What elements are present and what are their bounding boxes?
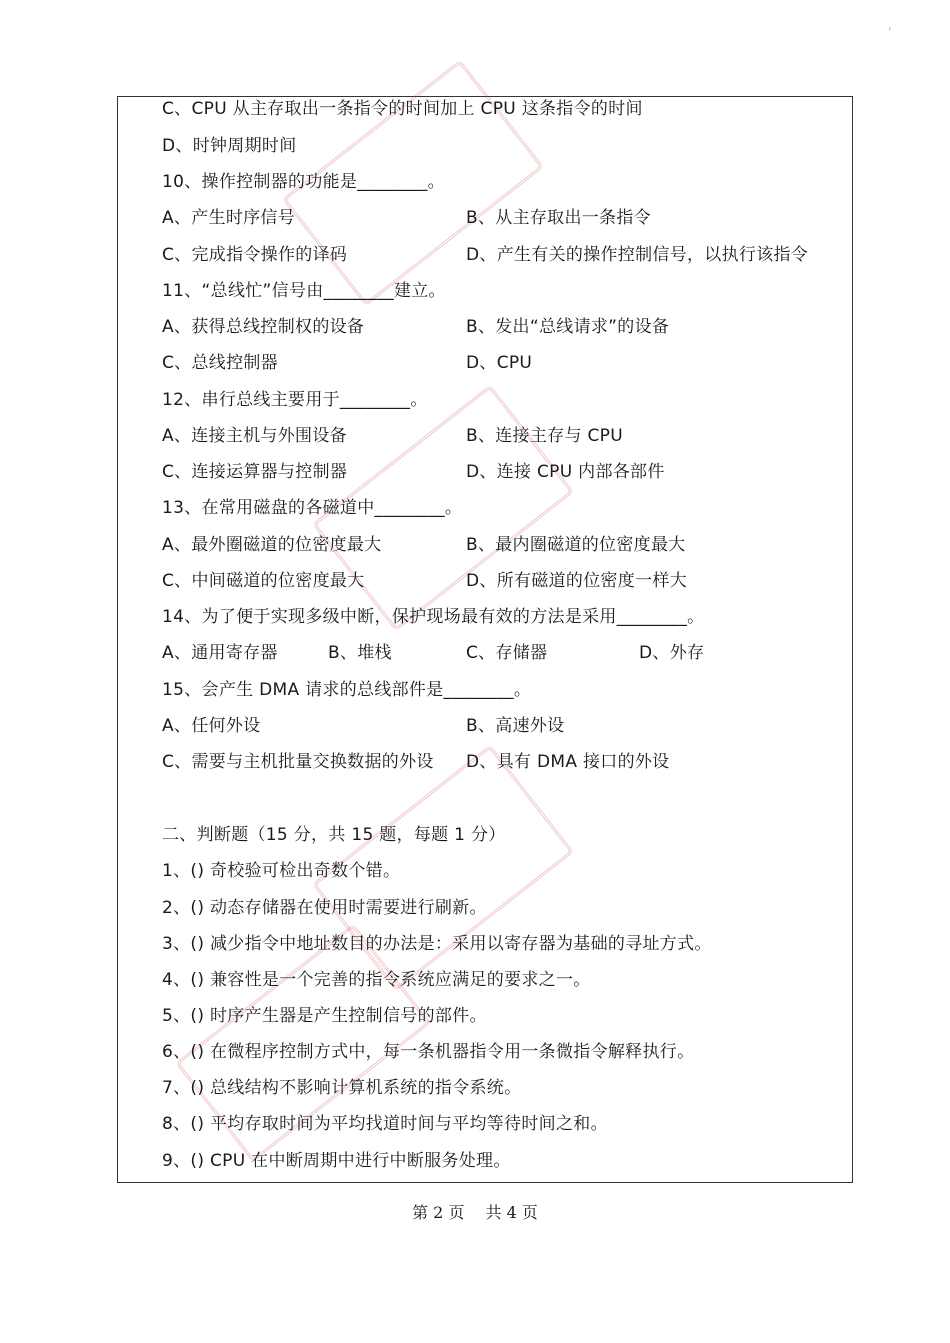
q14-option-d: D、外存 bbox=[639, 643, 705, 663]
q10-option-a: A、产生时序信号 bbox=[162, 208, 296, 228]
q15-option-a: A、任何外设 bbox=[162, 716, 261, 736]
question-12: 12、串行总线主要用于________。 bbox=[162, 390, 428, 410]
tf-item-2: 2、() 动态存储器在使用时需要进行刷新。 bbox=[162, 898, 487, 918]
q15-option-c: C、需要与主机批量交换数据的外设 bbox=[162, 752, 434, 772]
q14-option-c: C、存储器 bbox=[466, 643, 548, 663]
q9-option-d: D、时钟周期时间 bbox=[162, 136, 297, 156]
q15-option-d: D、具有 DMA 接口的外设 bbox=[466, 752, 670, 772]
q13-option-c: C、中间磁道的位密度最大 bbox=[162, 571, 365, 591]
tf-item-6: 6、() 在微程序控制方式中，每一条机器指令用一条微指令解释执行。 bbox=[162, 1042, 695, 1062]
q14-option-a: A、通用寄存器 bbox=[162, 643, 278, 663]
page-total: 共 4 页 bbox=[485, 1203, 538, 1222]
q10-option-c: C、完成指令操作的译码 bbox=[162, 245, 348, 265]
q14-option-b: B、堆栈 bbox=[328, 643, 392, 663]
q13-option-a: A、最外圈磁道的位密度最大 bbox=[162, 535, 382, 555]
q10-option-b: B、从主存取出一条指令 bbox=[466, 208, 651, 228]
q11-option-a: A、获得总线控制权的设备 bbox=[162, 317, 365, 337]
q9-option-c: C、CPU 从主存取出一条指令的时间加上 CPU 这条指令的时间 bbox=[162, 99, 643, 119]
q12-option-b: B、连接主存与 CPU bbox=[466, 426, 623, 446]
q12-option-a: A、连接主机与外围设备 bbox=[162, 426, 347, 446]
q13-option-d: D、所有磁道的位密度一样大 bbox=[466, 571, 687, 591]
tf-item-9: 9、() CPU 在中断周期中进行中断服务处理。 bbox=[162, 1151, 511, 1171]
tf-item-7: 7、() 总线结构不影响计算机系统的指令系统。 bbox=[162, 1078, 522, 1098]
tf-item-3: 3、() 减少指令中地址数目的办法是：采用以寄存器为基础的寻址方式。 bbox=[162, 934, 712, 954]
q11-option-c: C、总线控制器 bbox=[162, 353, 278, 373]
question-11: 11、“总线忙”信号由________建立。 bbox=[162, 281, 446, 301]
tf-item-4: 4、() 兼容性是一个完善的指令系统应满足的要求之一。 bbox=[162, 970, 591, 990]
q11-option-d: D、CPU bbox=[466, 353, 533, 373]
question-10: 10、操作控制器的功能是________。 bbox=[162, 172, 445, 192]
q11-option-b: B、发出“总线请求”的设备 bbox=[466, 317, 670, 337]
question-15: 15、会产生 DMA 请求的总线部件是________。 bbox=[162, 680, 532, 700]
section-heading-true-false: 二、判断题（15 分，共 15 题，每题 1 分） bbox=[162, 825, 506, 845]
q15-option-b: B、高速外设 bbox=[466, 716, 565, 736]
q12-option-c: C、连接运算器与控制器 bbox=[162, 462, 348, 482]
page-footer bbox=[0, 1200, 950, 1223]
q10-option-d: D、产生有关的操作控制信号，以执行该指令 bbox=[466, 245, 809, 265]
q13-option-b: B、最内圈磁道的位密度最大 bbox=[466, 535, 686, 555]
page-number: 第 2 页 bbox=[412, 1203, 465, 1222]
question-13: 13、在常用磁盘的各磁道中________。 bbox=[162, 498, 463, 518]
tf-item-8: 8、() 平均存取时间为平均找道时间与平均等待时间之和。 bbox=[162, 1114, 608, 1134]
scan-edge-mark: , bbox=[888, 18, 892, 32]
tf-item-5: 5、() 时序产生器是产生控制信号的部件。 bbox=[162, 1006, 487, 1026]
q12-option-d: D、连接 CPU 内部各部件 bbox=[466, 462, 665, 482]
tf-item-1: 1、() 奇校验可检出奇数个错。 bbox=[162, 861, 401, 881]
question-14: 14、为了便于实现多级中断，保护现场最有效的方法是采用________。 bbox=[162, 607, 705, 627]
